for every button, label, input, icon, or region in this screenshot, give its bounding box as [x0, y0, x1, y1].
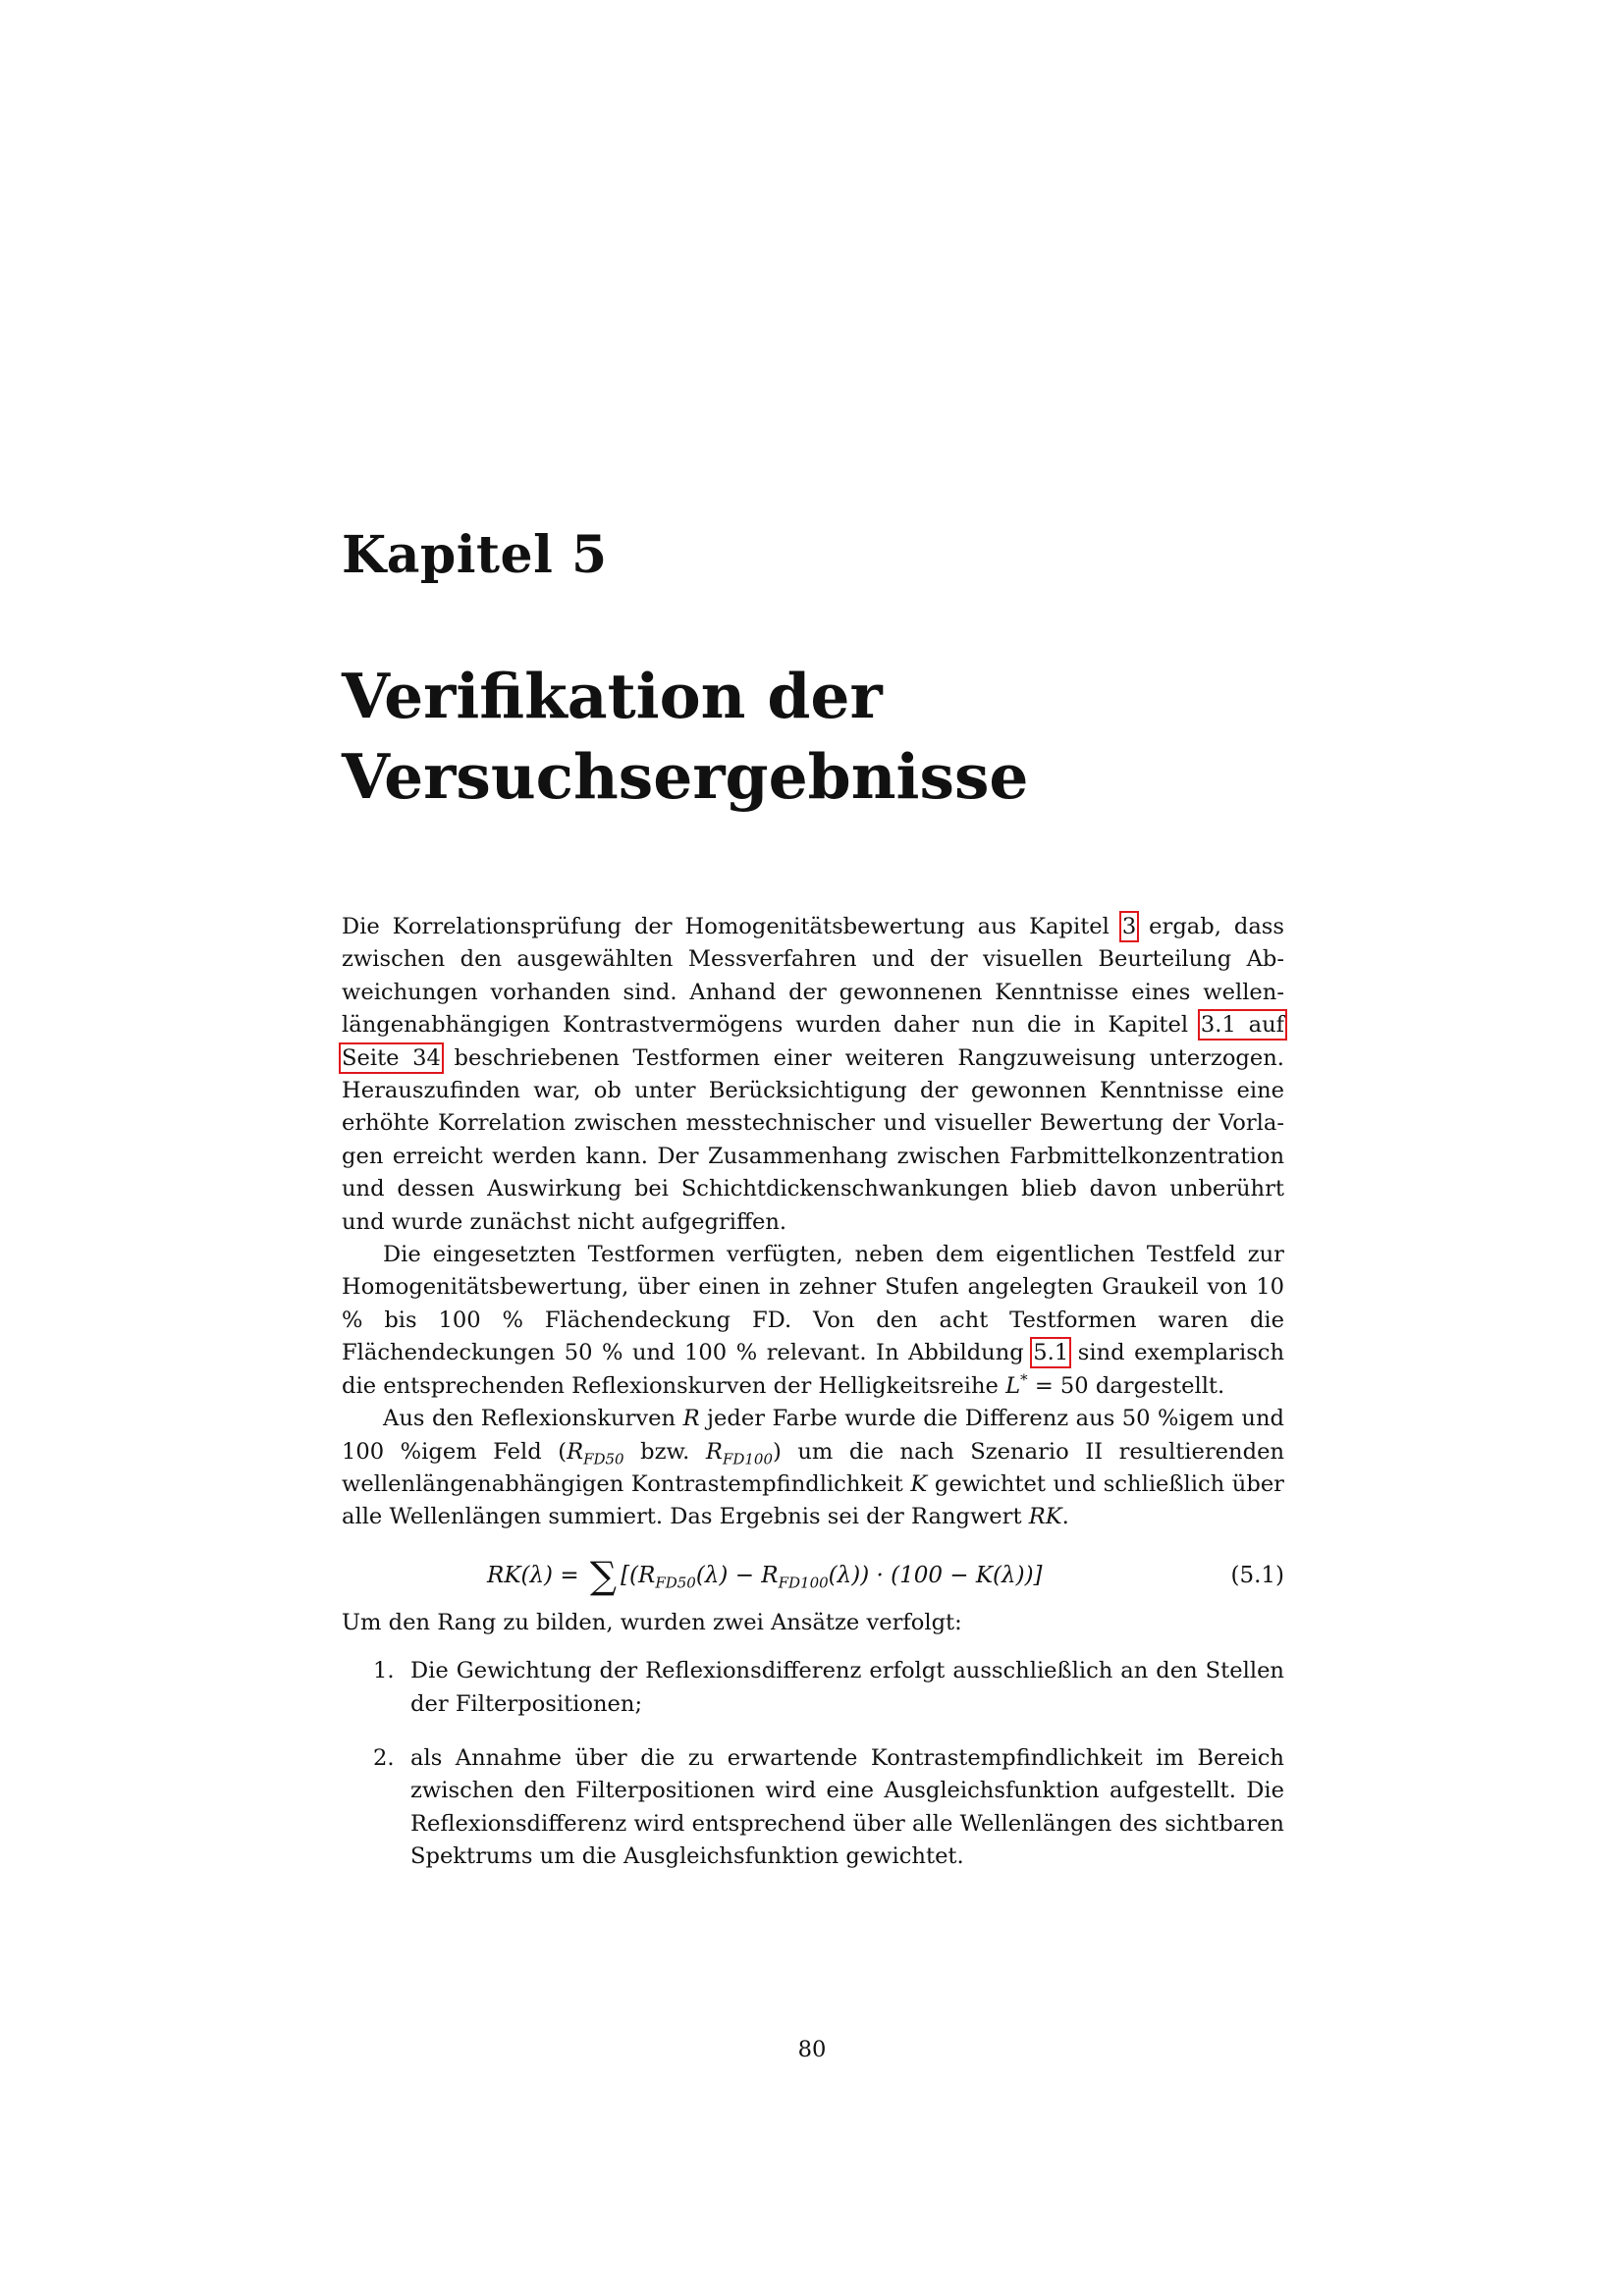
math-variable: K: [910, 1470, 928, 1497]
text: beschriebenen Testformen einer weiteren Rangzuweisung unterzogen. Herauszufinden war, ob unter Berücksichtigung der gewonnen Kenntnisse eine erhöhte Korrelation zwischen messtechnischer und visueller Bewertung der Vorlagen erreicht werden kann. Der Zusammenhang zwischen Farbmittelkonzentration und dessen Auswirkung bei Schichtdickenschwankungen blieb davon unberührt und wurde zunächst nicht aufgegriffen.: [342, 1044, 1284, 1235]
page-number: 80: [797, 2037, 827, 2062]
list-item-number: 2.: [373, 1744, 395, 1771]
chapter-title-line-1: Verifikation der: [342, 660, 883, 732]
math-variable: L: [1005, 1372, 1021, 1399]
figure-reference-link[interactable]: 5.1: [1033, 1340, 1069, 1366]
chapter-reference-link[interactable]: 3: [1121, 914, 1137, 939]
list-item-text: als Annahme über die zu erwartende Kontrastempfindlichkeit im Bereich zwischen den Filterpositionen wird eine Ausgleichsfunktion aufgestellt. Die Reflexionsdifferenz wird entsprechend über alle Wellenlängen des sichtbaren Spektrums um die Ausgleichsfunktion gewichtet.: [410, 1744, 1284, 1870]
section-reference-link[interactable]: 3.1 auf Seite 34: [342, 1012, 1284, 1071]
list-item: [342, 1655, 1284, 1721]
math-variable: RK: [1028, 1504, 1062, 1530]
body-text: [342, 911, 1284, 1896]
text: ergab, dass zwischen den ausgewählten Messverfahren und der visuellen Beurteilung Abweichungen vorhanden sind. Anhand der gewonnenen Kenntnisse eines wellenlängenabhängigen Kontrastvermögens wurden daher nun die in Kapitel: [342, 914, 1284, 1039]
text: ) um die nach Szenario II resultierenden wellenlängenabhängigen Kontrastempfindlichkeit: [342, 1438, 1284, 1497]
math-subscript: FD50: [583, 1450, 624, 1468]
text: Aus den Reflexionskurven: [383, 1406, 683, 1432]
text: gewichtet und schließlich über alle Wellenlängen summiert. Das Ergebnis sei der Rangwert: [342, 1470, 1284, 1530]
chapter-title-line-2: Versuchsergebnisse: [342, 740, 1029, 813]
paragraph-4: Um den Rang zu bilden, wurden zwei Ansätze verfolgt:: [342, 1609, 962, 1635]
list-item-number: 1.: [373, 1658, 395, 1684]
equation-subscript: FD50: [655, 1574, 696, 1592]
equation-subscript: FD100: [778, 1574, 829, 1592]
text: .: [1061, 1504, 1069, 1530]
equation-number: (5.1): [1230, 1562, 1284, 1588]
list-item: [342, 1742, 1284, 1874]
chapter-label: Kapitel 5: [342, 525, 608, 585]
list-item-text: Die Gewichtung der Reflexionsdifferenz erfolgt ausschließlich an den Stellen der Filterpositionen;: [410, 1658, 1284, 1717]
equation-part: (λ)) · (100 − K(λ))]: [828, 1562, 1043, 1588]
math-superscript: *: [1020, 1370, 1028, 1389]
text: = 50 dargestellt.: [1027, 1372, 1225, 1399]
equation-part: (λ) − R: [695, 1562, 779, 1588]
sum-symbol: ∑: [589, 1553, 618, 1597]
text: Die Korrelationsprüfung der Homogenitätsbewertung aus Kapitel: [342, 914, 1122, 939]
text: bzw.: [623, 1438, 706, 1465]
equation-part: [(R: [621, 1562, 656, 1588]
text: sind exemplarisch die entsprechenden Reflexionskurven der Helligkeitsreihe: [342, 1340, 1284, 1399]
math-variable: R: [682, 1406, 700, 1432]
paragraph-3: [342, 1403, 1284, 1534]
equation-5-1: [342, 1548, 1284, 1607]
math-variable: R: [705, 1438, 723, 1465]
equation-formula: [487, 1553, 1043, 1597]
math-variable: R: [567, 1438, 584, 1465]
text: Die eingesetzten Testformen verfügten, neben dem eigentlichen Testfeld zur Homogenitätsbewertung, über einen in zehner Stufen angelegten Graukeil von 10 % bis 100 % Flächendeckung FD. Von den acht Testformen waren die Flächendeckungen 50 % und 100 % relevant. In Abbildung: [342, 1242, 1284, 1366]
equation-lhs: RK(λ) =: [487, 1562, 586, 1588]
math-subscript: FD100: [722, 1450, 774, 1468]
enumerated-list: [342, 1655, 1284, 1873]
paragraph-1: [342, 911, 1284, 1239]
paragraph-2: [342, 1239, 1284, 1403]
text: jeder Farbe wurde die Differenz aus 50 %igem und 100 %igem Feld (: [342, 1406, 1284, 1465]
chapter-title: [342, 656, 1324, 817]
